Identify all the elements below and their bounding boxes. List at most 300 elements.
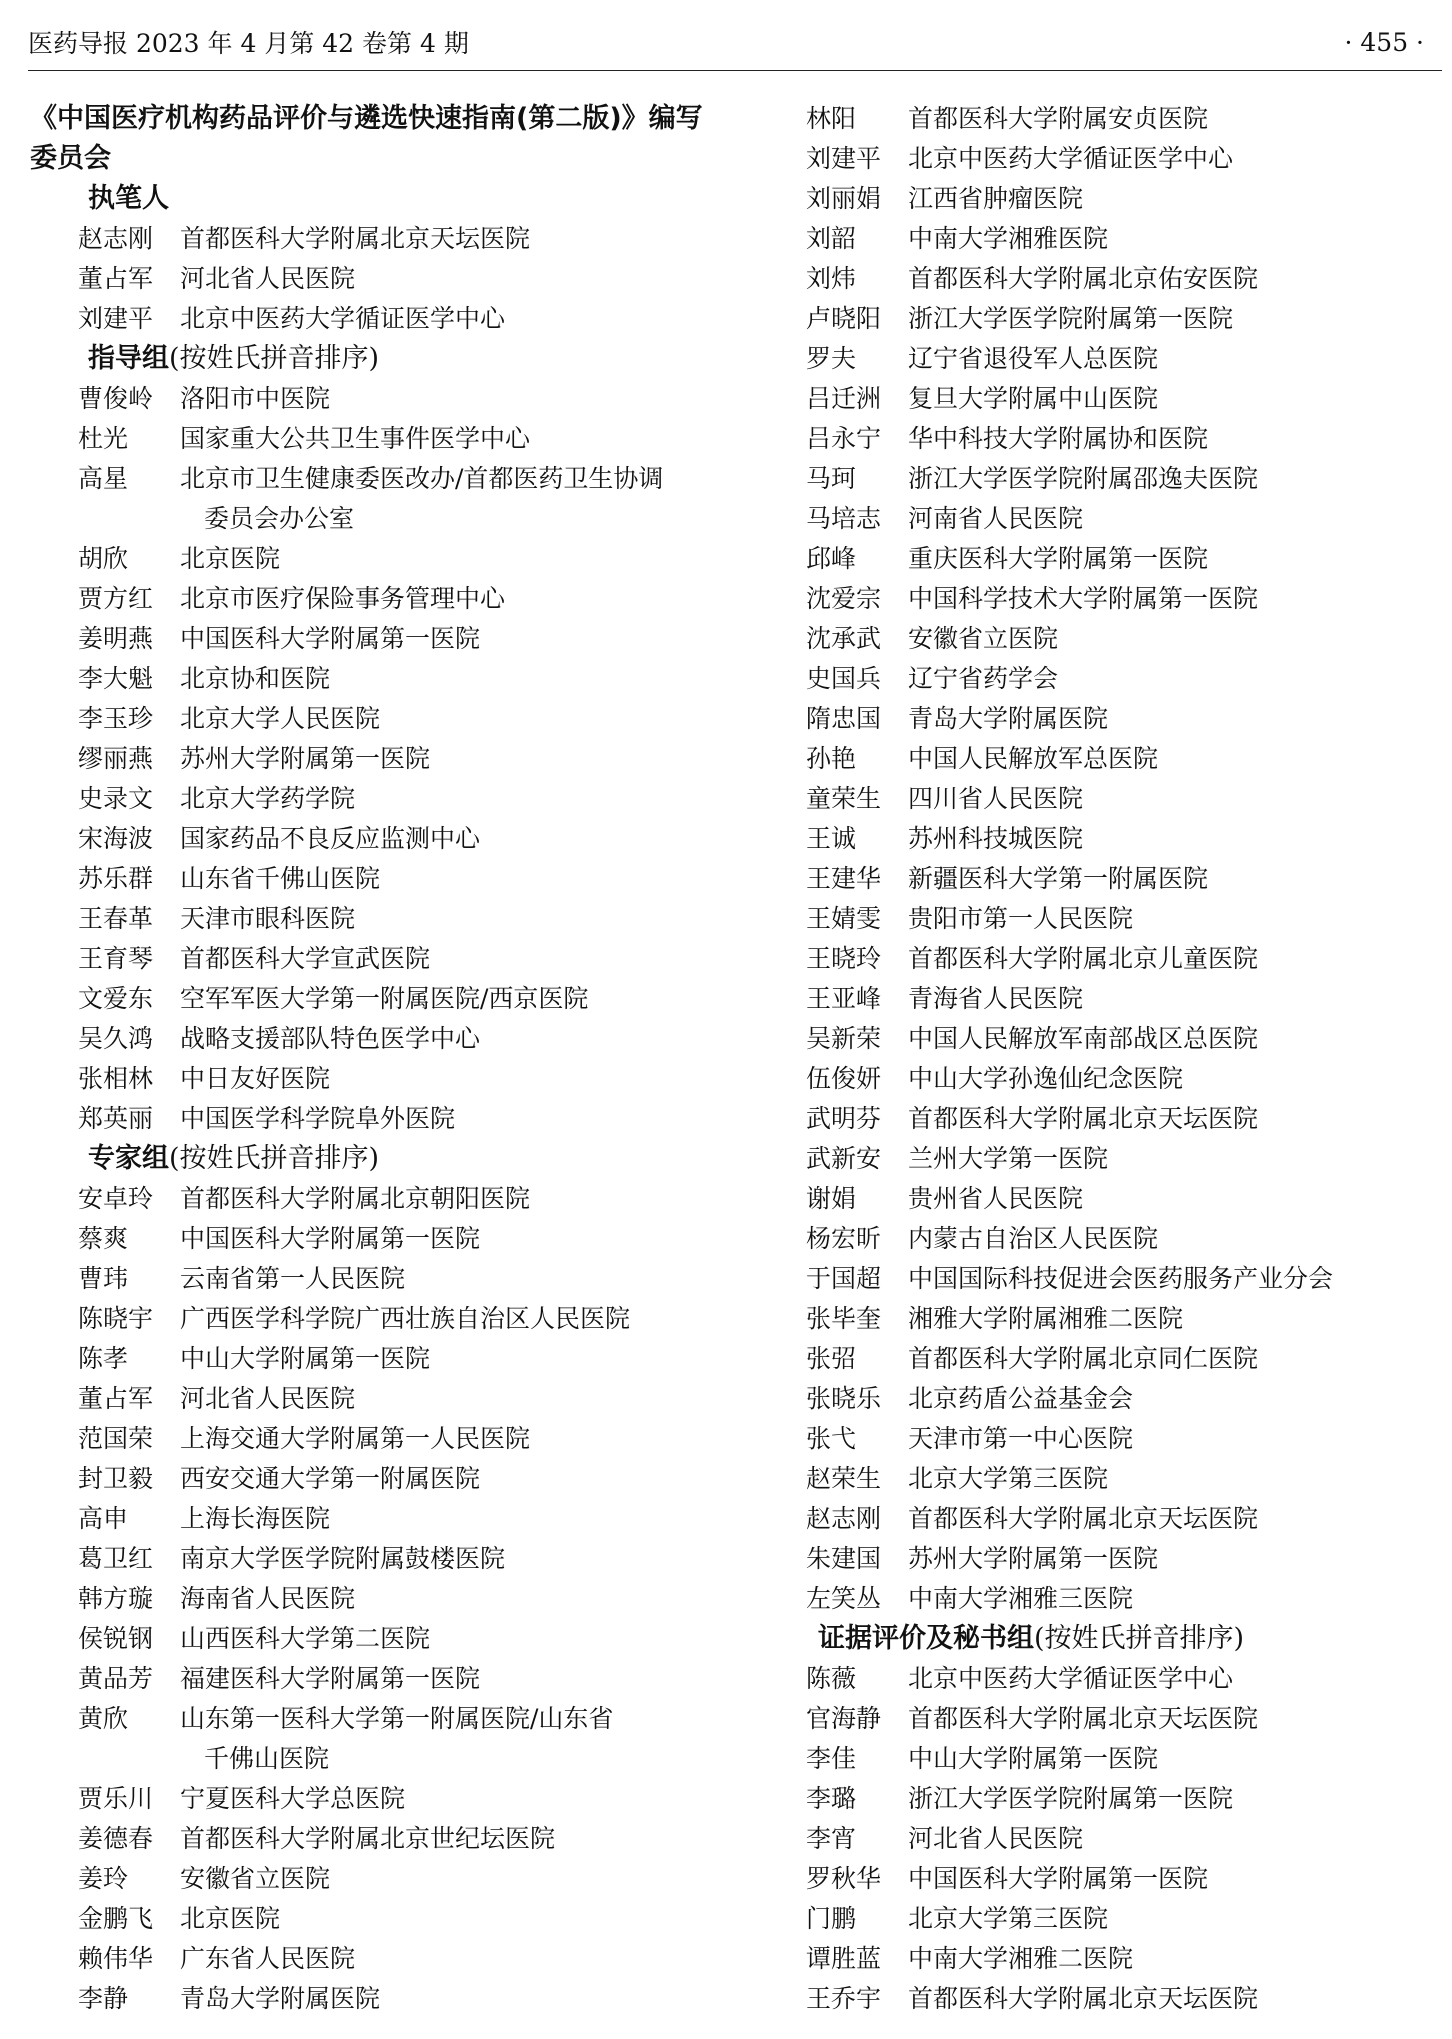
member-affiliation xyxy=(180,1259,720,1299)
member-row xyxy=(30,1619,720,1659)
member-row xyxy=(806,1579,1446,1619)
member-row xyxy=(806,1659,1446,1699)
member-affiliation xyxy=(180,739,720,779)
affiliation-line: 河北省人民医院 xyxy=(180,1384,356,1413)
member-name: 贾乐川 xyxy=(78,1784,154,1813)
member-name: 沈爱宗 xyxy=(806,584,882,613)
member-name: 曹俊岭 xyxy=(78,384,154,413)
member-name: 刘建平 xyxy=(806,144,882,173)
member-row xyxy=(806,1939,1446,1979)
member-name: 赵荣生 xyxy=(806,1464,882,1493)
section-heading-note: (按姓氏拼音排序) xyxy=(169,1143,380,1174)
member-row xyxy=(806,179,1446,219)
member-affiliation xyxy=(180,1939,720,1979)
member-affiliation xyxy=(180,619,720,659)
member-affiliation xyxy=(908,1699,1446,1739)
member-affiliation xyxy=(908,1659,1446,1699)
member-row xyxy=(806,1379,1446,1419)
member-row xyxy=(806,1819,1446,1859)
member-row xyxy=(806,1099,1446,1139)
member-row xyxy=(806,99,1446,139)
member-row xyxy=(30,1939,720,1979)
member-row xyxy=(30,1659,720,1699)
affiliation-line: 首都医科大学附属北京天坛医院 xyxy=(908,1104,1259,1133)
member-row xyxy=(806,339,1446,379)
member-affiliation xyxy=(180,539,720,579)
affiliation-line-continued: 委员会办公室 xyxy=(204,504,355,533)
member-name: 陈孝 xyxy=(78,1344,129,1373)
affiliation-line: 西安交通大学第一附属医院 xyxy=(180,1464,481,1493)
affiliation-line: 首都医科大学附属北京朝阳医院 xyxy=(180,1184,531,1213)
page-number: · 455 · xyxy=(1344,27,1424,57)
member-affiliation xyxy=(908,1739,1446,1779)
affiliation-line: 北京中医药大学循证医学中心 xyxy=(908,1664,1234,1693)
member-row xyxy=(806,859,1446,899)
member-affiliation xyxy=(908,499,1446,539)
member-row xyxy=(806,539,1446,579)
member-affiliation xyxy=(908,259,1446,299)
member-name: 范国荣 xyxy=(78,1424,154,1453)
member-name: 王晓玲 xyxy=(806,944,882,973)
member-affiliation xyxy=(180,419,720,459)
affiliation-line: 中南大学湘雅三医院 xyxy=(908,1584,1134,1613)
affiliation-line: 国家药品不良反应监测中心 xyxy=(180,824,481,853)
member-affiliation xyxy=(180,859,720,899)
member-affiliation xyxy=(180,1579,720,1619)
member-name: 吕永宁 xyxy=(806,424,882,453)
affiliation-line: 苏州大学附属第一医院 xyxy=(180,744,431,773)
member-row xyxy=(30,419,720,459)
member-affiliation xyxy=(908,859,1446,899)
member-affiliation xyxy=(908,939,1446,979)
affiliation-line: 中国科学技术大学附属第一医院 xyxy=(908,584,1259,613)
member-affiliation xyxy=(908,539,1446,579)
affiliation-line: 中国人民解放军南部战区总医院 xyxy=(908,1024,1259,1053)
member-name: 于国超 xyxy=(806,1264,882,1293)
member-row xyxy=(806,699,1446,739)
affiliation-line: 兰州大学第一医院 xyxy=(908,1144,1109,1173)
member-row xyxy=(30,1419,720,1459)
member-affiliation xyxy=(908,1899,1446,1939)
member-affiliation xyxy=(180,1779,720,1819)
member-affiliation xyxy=(180,1659,720,1699)
member-row xyxy=(806,1059,1446,1099)
affiliation-line: 河北省人民医院 xyxy=(180,264,356,293)
member-affiliation xyxy=(180,699,720,739)
affiliation-line: 上海交通大学附属第一人民医院 xyxy=(180,1424,531,1453)
member-name: 吕迁洲 xyxy=(806,384,882,413)
affiliation-line: 宁夏医科大学总医院 xyxy=(180,1784,406,1813)
member-affiliation xyxy=(180,1179,720,1219)
affiliation-line: 北京中医药大学循证医学中心 xyxy=(180,304,506,333)
member-name: 韩方璇 xyxy=(78,1584,154,1613)
affiliation-line: 辽宁省药学会 xyxy=(908,664,1059,693)
affiliation-line: 复旦大学附属中山医院 xyxy=(908,384,1159,413)
member-affiliation xyxy=(180,579,720,619)
member-row xyxy=(806,1219,1446,1259)
member-name: 史录文 xyxy=(78,784,154,813)
member-row xyxy=(806,1699,1446,1739)
member-name: 杜光 xyxy=(78,424,129,453)
member-affiliation xyxy=(180,1059,720,1099)
affiliation-line: 广东省人民医院 xyxy=(180,1944,356,1973)
member-affiliation xyxy=(180,779,720,819)
member-row xyxy=(30,939,720,979)
member-name: 高申 xyxy=(78,1504,129,1533)
member-name: 黄品芳 xyxy=(78,1664,154,1693)
affiliation-line: 战略支援部队特色医学中心 xyxy=(180,1024,481,1053)
member-row xyxy=(30,1219,720,1259)
member-row xyxy=(30,299,720,339)
member-affiliation xyxy=(908,1379,1446,1419)
member-name: 陈薇 xyxy=(806,1664,857,1693)
affiliation-line: 洛阳市中医院 xyxy=(180,384,331,413)
affiliation-line: 浙江大学医学院附属第一医院 xyxy=(908,304,1234,333)
member-name: 宋海波 xyxy=(78,824,154,853)
member-row xyxy=(806,259,1446,299)
affiliation-line: 青岛大学附属医院 xyxy=(908,704,1109,733)
member-name: 邱峰 xyxy=(806,544,857,573)
member-affiliation xyxy=(908,1419,1446,1459)
member-row xyxy=(806,1339,1446,1379)
member-name: 董占军 xyxy=(78,1384,154,1413)
affiliation-line: 山西医科大学第二医院 xyxy=(180,1624,431,1653)
member-affiliation xyxy=(908,1219,1446,1259)
member-affiliation xyxy=(908,699,1446,739)
member-name: 罗秋华 xyxy=(806,1864,882,1893)
member-affiliation xyxy=(908,419,1446,459)
member-affiliation xyxy=(180,1819,720,1859)
member-name: 史国兵 xyxy=(806,664,882,693)
affiliation-line: 首都医科大学附属北京世纪坛医院 xyxy=(180,1824,556,1853)
member-row xyxy=(30,1099,720,1139)
affiliation-line: 河北省人民医院 xyxy=(908,1824,1084,1853)
member-name: 苏乐群 xyxy=(78,864,154,893)
member-name: 王婧雯 xyxy=(806,904,882,933)
affiliation-line: 国家重大公共卫生事件医学中心 xyxy=(180,424,531,453)
member-affiliation xyxy=(180,379,720,419)
member-name: 刘韶 xyxy=(806,224,857,253)
affiliation-line: 中山大学孙逸仙纪念医院 xyxy=(908,1064,1184,1093)
member-row xyxy=(806,1539,1446,1579)
member-affiliation xyxy=(908,579,1446,619)
affiliation-line: 北京协和医院 xyxy=(180,664,331,693)
member-name: 官海静 xyxy=(806,1704,882,1733)
journal-info: 医药导报 2023 年 4 月第 42 卷第 4 期 xyxy=(28,29,469,58)
member-name: 马珂 xyxy=(806,464,857,493)
member-row xyxy=(30,1779,720,1819)
affiliation-line: 中日友好医院 xyxy=(180,1064,331,1093)
member-name: 缪丽燕 xyxy=(78,744,154,773)
affiliation-line: 中国人民解放军总医院 xyxy=(908,744,1159,773)
member-affiliation xyxy=(180,1219,720,1259)
affiliation-line: 首都医科大学附属北京天坛医院 xyxy=(908,1704,1259,1733)
member-row xyxy=(806,1899,1446,1939)
member-name: 王育琴 xyxy=(78,944,154,973)
member-name: 封卫毅 xyxy=(78,1464,154,1493)
member-row xyxy=(806,459,1446,499)
affiliation-line: 中南大学湘雅二医院 xyxy=(908,1944,1134,1973)
member-row xyxy=(30,859,720,899)
affiliation-line: 苏州科技城医院 xyxy=(908,824,1084,853)
member-name: 张毕奎 xyxy=(806,1304,882,1333)
member-name: 张晓乐 xyxy=(806,1384,882,1413)
affiliation-line: 首都医科大学宣武医院 xyxy=(180,944,431,973)
member-row xyxy=(30,1059,720,1099)
committee-title: 《中国医疗机构药品评价与遴选快速指南(第二版)》编写委员会 xyxy=(30,103,703,174)
member-row xyxy=(806,979,1446,1019)
member-row xyxy=(806,819,1446,859)
member-row xyxy=(806,1739,1446,1779)
member-row xyxy=(30,1459,720,1499)
member-name: 谢娟 xyxy=(806,1184,857,1213)
affiliation-line: 重庆医科大学附属第一医院 xyxy=(908,544,1209,573)
member-affiliation xyxy=(908,339,1446,379)
member-name: 马培志 xyxy=(806,504,882,533)
member-name: 刘炜 xyxy=(806,264,857,293)
section-heading-title: 指导组 xyxy=(88,343,169,374)
member-affiliation xyxy=(908,1059,1446,1099)
member-name: 文爱东 xyxy=(78,984,154,1013)
affiliation-line: 云南省第一人民医院 xyxy=(180,1264,406,1293)
affiliation-line: 首都医科大学附属北京佑安医院 xyxy=(908,264,1259,293)
affiliation-line: 上海长海医院 xyxy=(180,1504,331,1533)
member-row xyxy=(806,779,1446,819)
member-row xyxy=(30,1019,720,1059)
affiliation-line: 首都医科大学附属北京同仁医院 xyxy=(908,1344,1259,1373)
member-row xyxy=(30,819,720,859)
member-name: 武明芬 xyxy=(806,1104,882,1133)
member-affiliation xyxy=(180,1699,720,1779)
member-affiliation xyxy=(908,219,1446,259)
affiliation-line: 安徽省立医院 xyxy=(180,1864,331,1893)
member-affiliation xyxy=(908,1939,1446,1979)
running-header xyxy=(28,22,1424,62)
member-affiliation xyxy=(908,779,1446,819)
member-affiliation xyxy=(180,299,720,339)
affiliation-line: 中国医学科学院阜外医院 xyxy=(180,1104,456,1133)
member-affiliation xyxy=(180,219,720,259)
affiliation-line: 新疆医科大学第一附属医院 xyxy=(908,864,1209,893)
section-heading xyxy=(30,1139,720,1179)
member-row xyxy=(30,1179,720,1219)
affiliation-line: 首都医科大学附属安贞医院 xyxy=(908,104,1209,133)
member-affiliation xyxy=(180,1379,720,1419)
member-affiliation xyxy=(180,1299,720,1339)
member-name: 王诚 xyxy=(806,824,857,853)
member-affiliation xyxy=(908,619,1446,659)
member-name: 李静 xyxy=(78,1984,129,2013)
member-row xyxy=(806,299,1446,339)
member-row xyxy=(30,1859,720,1899)
member-row xyxy=(30,739,720,779)
member-row xyxy=(806,419,1446,459)
member-affiliation xyxy=(908,139,1446,179)
affiliation-line: 青岛大学附属医院 xyxy=(180,1984,381,2013)
member-row xyxy=(30,659,720,699)
member-name: 隋忠国 xyxy=(806,704,882,733)
member-name: 侯锐钢 xyxy=(78,1624,154,1653)
member-row xyxy=(806,739,1446,779)
member-name: 吴新荣 xyxy=(806,1024,882,1053)
member-name: 吴久鸿 xyxy=(78,1024,154,1053)
member-row xyxy=(806,139,1446,179)
member-affiliation xyxy=(908,819,1446,859)
member-row xyxy=(806,1419,1446,1459)
member-row xyxy=(806,1859,1446,1899)
member-row xyxy=(30,1699,720,1779)
member-name: 胡欣 xyxy=(78,544,129,573)
member-affiliation xyxy=(180,259,720,299)
member-row xyxy=(806,1979,1446,2019)
member-name: 沈承武 xyxy=(806,624,882,653)
affiliation-line: 北京市卫生健康委医改办/首都医药卫生协调 xyxy=(180,464,664,493)
member-name: 王春革 xyxy=(78,904,154,933)
member-affiliation xyxy=(180,1539,720,1579)
section-heading xyxy=(30,339,720,379)
affiliation-line: 青海省人民医院 xyxy=(908,984,1084,1013)
member-affiliation xyxy=(908,1579,1446,1619)
member-name: 高星 xyxy=(78,464,129,493)
member-affiliation xyxy=(908,379,1446,419)
member-affiliation xyxy=(180,1979,720,2019)
member-row xyxy=(30,1499,720,1539)
section-heading-note: (按姓氏拼音排序) xyxy=(1034,1623,1245,1654)
member-affiliation xyxy=(180,1019,720,1059)
member-row xyxy=(30,619,720,659)
member-affiliation xyxy=(180,1419,720,1459)
member-name: 蔡爽 xyxy=(78,1224,129,1253)
affiliation-line: 北京医院 xyxy=(180,544,281,573)
member-row xyxy=(806,1179,1446,1219)
member-affiliation xyxy=(908,1779,1446,1819)
member-name: 李玉珍 xyxy=(78,704,154,733)
member-name: 王亚峰 xyxy=(806,984,882,1013)
member-name: 伍俊妍 xyxy=(806,1064,882,1093)
affiliation-line: 北京大学第三医院 xyxy=(908,1904,1109,1933)
member-name: 刘建平 xyxy=(78,304,154,333)
member-affiliation xyxy=(180,979,720,1019)
member-affiliation xyxy=(908,979,1446,1019)
member-row xyxy=(30,539,720,579)
header-rule xyxy=(28,70,1442,71)
member-name: 赖伟华 xyxy=(78,1944,154,1973)
affiliation-line: 河南省人民医院 xyxy=(908,504,1084,533)
affiliation-line: 北京市医疗保险事务管理中心 xyxy=(180,584,506,613)
affiliation-line: 辽宁省退役军人总医院 xyxy=(908,344,1159,373)
member-name: 左笑丛 xyxy=(806,1584,882,1613)
affiliation-line: 中山大学附属第一医院 xyxy=(908,1744,1159,1773)
member-name: 陈晓宇 xyxy=(78,1304,154,1333)
affiliation-line: 中国医科大学附属第一医院 xyxy=(908,1864,1209,1893)
member-name: 李璐 xyxy=(806,1784,857,1813)
member-affiliation xyxy=(908,659,1446,699)
member-row xyxy=(30,459,720,539)
affiliation-line: 首都医科大学附属北京天坛医院 xyxy=(180,224,531,253)
affiliation-line: 北京大学人民医院 xyxy=(180,704,381,733)
affiliation-line: 空军军医大学第一附属医院/西京医院 xyxy=(180,984,589,1013)
member-row xyxy=(30,259,720,299)
member-affiliation xyxy=(908,459,1446,499)
member-row xyxy=(806,1019,1446,1059)
member-row xyxy=(806,1139,1446,1179)
member-row xyxy=(806,619,1446,659)
member-name: 张相林 xyxy=(78,1064,154,1093)
left-column xyxy=(30,99,720,2019)
affiliation-line: 首都医科大学附属北京天坛医院 xyxy=(908,1504,1259,1533)
member-row xyxy=(30,1339,720,1379)
member-name: 金鹏飞 xyxy=(78,1904,154,1933)
member-row xyxy=(806,499,1446,539)
member-affiliation xyxy=(908,1499,1446,1539)
member-affiliation xyxy=(908,1299,1446,1339)
member-row xyxy=(806,1459,1446,1499)
affiliation-line: 江西省肿瘤医院 xyxy=(908,184,1084,213)
member-affiliation xyxy=(180,1459,720,1499)
member-name: 姜玲 xyxy=(78,1864,129,1893)
member-name: 贾方红 xyxy=(78,584,154,613)
member-row xyxy=(30,219,720,259)
member-name: 孙艳 xyxy=(806,744,857,773)
member-affiliation xyxy=(180,1859,720,1899)
member-name: 张弋 xyxy=(806,1424,857,1453)
member-affiliation xyxy=(908,1979,1446,2019)
member-row xyxy=(30,1299,720,1339)
affiliation-line: 北京大学第三医院 xyxy=(908,1464,1109,1493)
member-name: 刘丽娟 xyxy=(806,184,882,213)
member-name: 杨宏昕 xyxy=(806,1224,882,1253)
affiliation-line: 北京中医药大学循证医学中心 xyxy=(908,144,1234,173)
member-name: 卢晓阳 xyxy=(806,304,882,333)
affiliation-line: 中山大学附属第一医院 xyxy=(180,1344,431,1373)
affiliation-line: 苏州大学附属第一医院 xyxy=(908,1544,1159,1573)
member-name: 李大魁 xyxy=(78,664,154,693)
affiliation-line: 南京大学医学院附属鼓楼医院 xyxy=(180,1544,506,1573)
affiliation-line: 安徽省立医院 xyxy=(908,624,1059,653)
member-row xyxy=(30,1579,720,1619)
member-name: 王乔宇 xyxy=(806,1984,882,2013)
member-row xyxy=(806,579,1446,619)
member-affiliation xyxy=(908,179,1446,219)
member-affiliation xyxy=(908,739,1446,779)
affiliation-line: 海南省人民医院 xyxy=(180,1584,356,1613)
member-affiliation xyxy=(908,1139,1446,1179)
affiliation-line: 广西医学科学院广西壮族自治区人民医院 xyxy=(180,1304,631,1333)
member-name: 武新安 xyxy=(806,1144,882,1173)
member-affiliation xyxy=(180,1899,720,1939)
member-name: 朱建国 xyxy=(806,1544,882,1573)
member-affiliation xyxy=(180,1499,720,1539)
affiliation-line: 北京医院 xyxy=(180,1904,281,1933)
member-affiliation xyxy=(908,1339,1446,1379)
member-row xyxy=(30,699,720,739)
section-heading-title: 专家组 xyxy=(88,1143,169,1174)
member-row xyxy=(30,1259,720,1299)
member-name: 谭胜蓝 xyxy=(806,1944,882,1973)
member-row xyxy=(30,579,720,619)
affiliation-line: 山东第一医科大学第一附属医院/山东省 xyxy=(180,1704,614,1733)
member-affiliation xyxy=(180,1619,720,1659)
member-name: 郑英丽 xyxy=(78,1104,154,1133)
member-row xyxy=(30,1379,720,1419)
affiliation-line: 贵阳市第一人民医院 xyxy=(908,904,1134,933)
section-heading-title: 证据评价及秘书组 xyxy=(818,1623,1034,1654)
affiliation-line: 湘雅大学附属湘雅二医院 xyxy=(908,1304,1184,1333)
member-name: 董占军 xyxy=(78,264,154,293)
member-row xyxy=(30,779,720,819)
member-name: 李佳 xyxy=(806,1744,857,1773)
section-heading xyxy=(30,179,720,219)
